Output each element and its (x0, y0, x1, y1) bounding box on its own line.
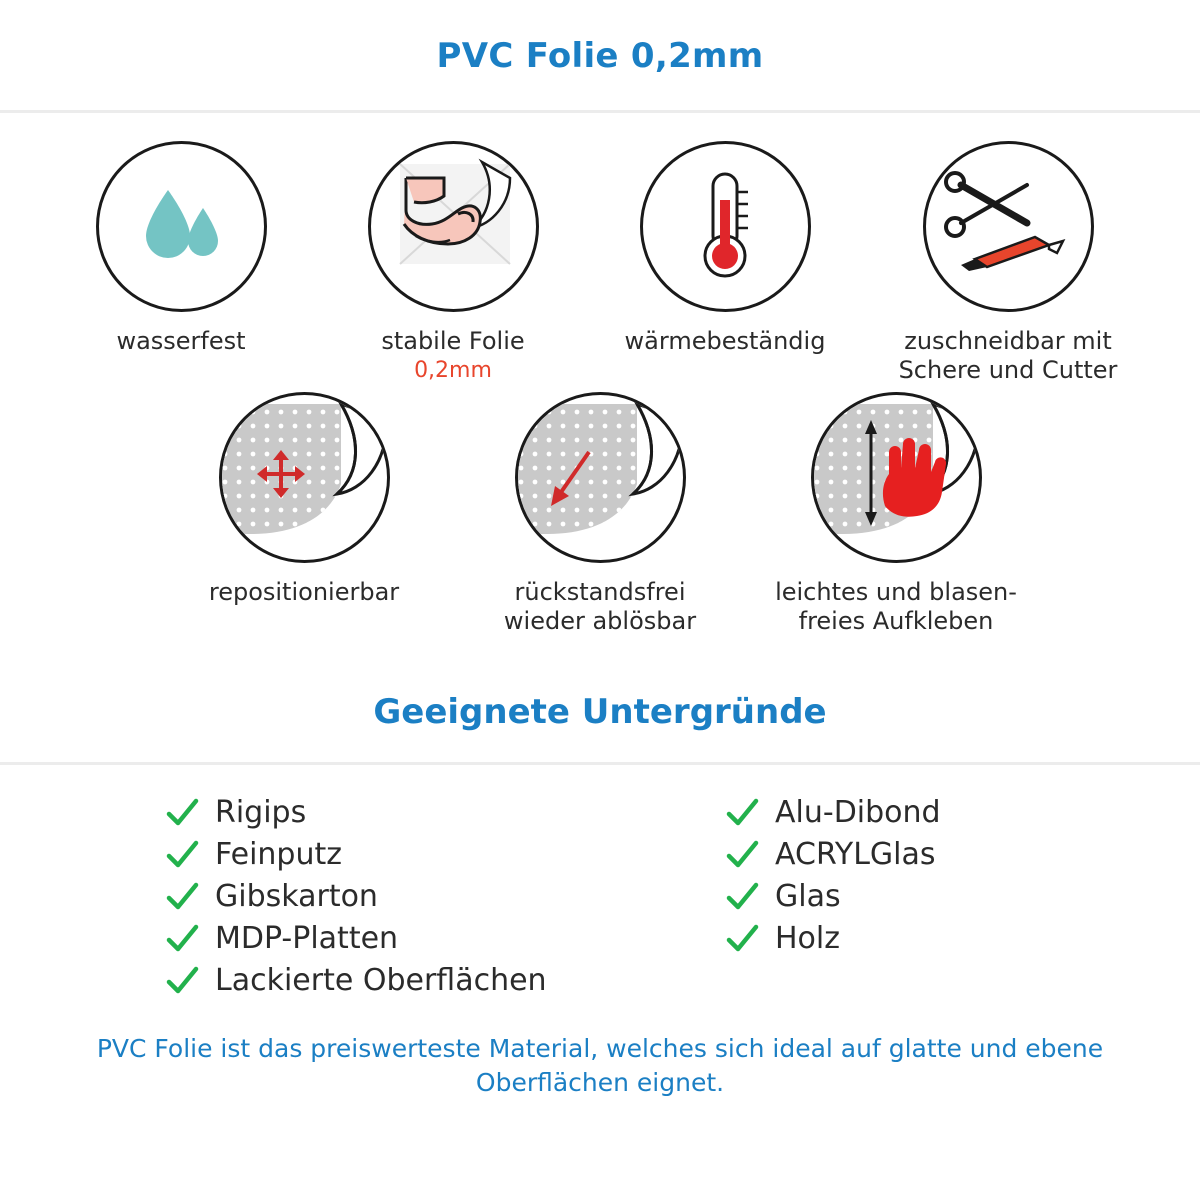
feature-label: stabile Folie 0,2mm (381, 327, 525, 384)
feature-item (872, 141, 1144, 386)
substrate-column-left (165, 795, 645, 998)
divider-middle (0, 762, 1200, 765)
feature-icon-circle (640, 141, 811, 312)
list-item (165, 963, 645, 998)
list-item-label: Holz (775, 921, 840, 957)
feature-label: wärmebeständig (624, 327, 826, 355)
check-mark-icon (165, 796, 199, 830)
check-mark-icon (725, 922, 759, 956)
list-item-label: Alu-Dibond (775, 795, 941, 831)
list-item (725, 921, 1055, 956)
feature-icon-circle (368, 141, 539, 312)
peel-off-arrow-icon (517, 394, 683, 560)
feature-icon-circle (219, 392, 390, 563)
hand-smoothing-icon (813, 394, 979, 560)
feature-label: wasserfest (116, 327, 246, 355)
divider-top (0, 110, 1200, 113)
list-item-label: ACRYLGlas (775, 837, 936, 873)
list-item (165, 795, 645, 830)
list-item (165, 879, 645, 914)
list-item-label: Feinputz (215, 837, 342, 873)
feature-label: zuschneidbar mit Schere und Cutter (898, 327, 1118, 385)
feature-item (600, 141, 850, 386)
feature-icon-circle (96, 141, 267, 312)
list-item (725, 837, 1055, 872)
thermometer-icon (650, 152, 800, 302)
water-drops-icon (106, 152, 256, 302)
feature-sublabel: 0,2mm (414, 358, 492, 384)
flexed-arm-icon (370, 144, 536, 310)
list-item (165, 837, 645, 872)
list-item-label: Gibskarton (215, 879, 378, 915)
check-mark-icon (725, 880, 759, 914)
feature-item (328, 141, 578, 386)
list-item-label: Rigips (215, 795, 307, 831)
feature-icon-circle (923, 141, 1094, 312)
feature-item (771, 392, 1021, 637)
list-item (165, 921, 645, 956)
reposition-arrows-icon (221, 394, 387, 560)
feature-row-1 (0, 141, 1200, 386)
check-mark-icon (165, 922, 199, 956)
feature-icon-circle (515, 392, 686, 563)
feature-label: leichtes und blasen- freies Aufkleben (775, 577, 1017, 635)
feature-label: repositionierbar (208, 577, 400, 606)
check-mark-icon (165, 880, 199, 914)
substrate-lists (0, 795, 1200, 998)
feature-row-2 (0, 392, 1200, 637)
check-mark-icon (725, 796, 759, 830)
page-title: PVC Folie 0,2mm (436, 36, 764, 76)
list-item-label: Lackierte Oberflächen (215, 963, 547, 999)
feature-item (179, 392, 429, 637)
feature-label: rückstandsfrei wieder ablösbar (503, 577, 697, 635)
section-title: Geeignete Untergründe (373, 692, 827, 733)
check-mark-icon (165, 838, 199, 872)
feature-icon-circle (811, 392, 982, 563)
list-item-label: Glas (775, 879, 841, 915)
substrate-column-right (725, 795, 1055, 998)
list-item (725, 795, 1055, 830)
feature-item (475, 392, 725, 637)
scissors-cutter-icon (931, 149, 1086, 304)
check-mark-icon (725, 838, 759, 872)
check-mark-icon (165, 964, 199, 998)
list-item (725, 879, 1055, 914)
footer-note: PVC Folie ist das preiswerteste Material, welches sich ideal auf glatte und ebene Oberflächen eignet. (96, 1034, 1104, 1097)
list-item-label: MDP-Platten (215, 921, 399, 957)
feature-item (56, 141, 306, 386)
